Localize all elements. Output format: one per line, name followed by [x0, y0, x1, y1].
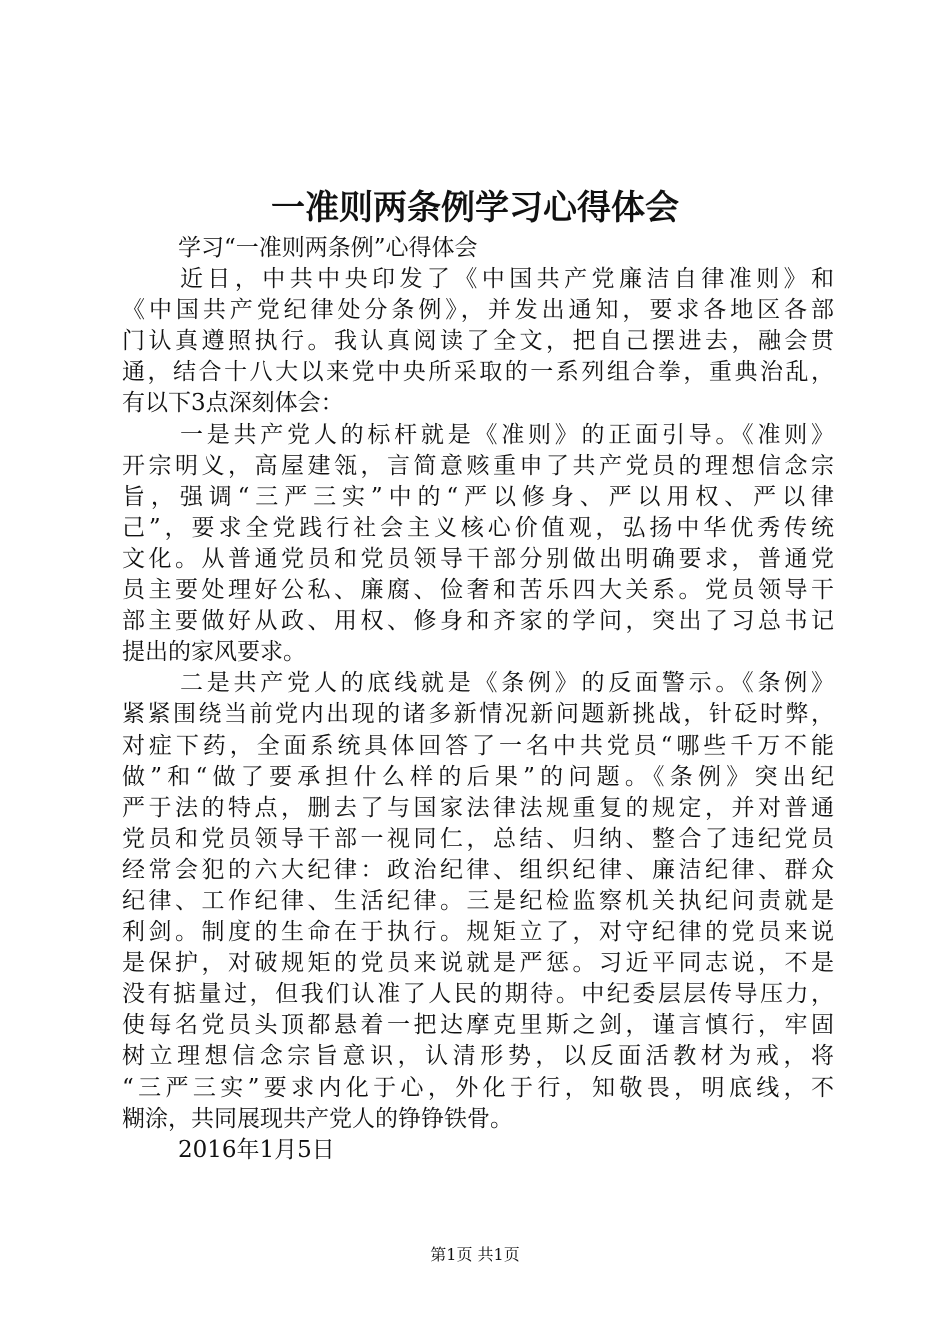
paragraph-line: 糊涂，共同展现共产党人的铮铮铁骨。	[122, 1105, 513, 1132]
paragraph-3	[122, 668, 834, 1134]
paragraph-1	[122, 264, 834, 419]
paragraph-line: “三严三实”要求内化于心，外化于行，知敬畏，明底线，不	[122, 1074, 834, 1101]
paragraph-line: 己”，要求全党践行社会主义核心价值观，弘扬中华优秀传统	[122, 514, 834, 541]
paragraph-line: 《中国共产党纪律处分条例》，并发出通知，要求各地区各部	[122, 297, 834, 324]
paragraph-line: 对症下药，全面系统具体回答了一名中共党员“哪些千万不能	[122, 732, 834, 759]
paragraph-line: 严于法的特点，删去了与国家法律法规重复的规定，并对普通	[122, 794, 834, 821]
paragraph-line: 使每名党员头顶都悬着一把达摩克里斯之剑，谨言慎行，牢固	[122, 1012, 834, 1039]
paragraph-line: 树立理想信念宗旨意识，认清形势，以反面活教材为戒，将	[122, 1043, 834, 1070]
document-title: 一准则两条例学习心得体会	[271, 188, 679, 228]
paragraph-line: 提出的家风要求。	[122, 639, 306, 666]
paragraph-line: 一是共产党人的标杆就是《准则》的正面引导。《准则》	[180, 421, 834, 448]
document-body	[122, 233, 834, 1166]
paragraph-line: 文化。从普通党员和党员领导干部分别做出明确要求，普通党	[122, 545, 834, 572]
paragraph-line: 有以下3点深刻体会：	[122, 390, 344, 417]
document-subtitle: 学习“一准则两条例”心得体会	[178, 235, 478, 261]
paragraph-line: 没有掂量过，但我们认准了人民的期待。中纪委层层传导压力，	[122, 981, 834, 1008]
paragraph-line: 经常会犯的六大纪律：政治纪律、组织纪律、廉洁纪律、群众	[122, 856, 834, 883]
paragraph-line: 部主要做好从政、用权、修身和齐家的学问，突出了习总书记	[122, 608, 834, 635]
page-number-footer: 第1页 共1页	[430, 1245, 520, 1264]
paragraph-line: 是保护，对破规矩的党员来说就是严惩。习近平同志说，不是	[122, 950, 834, 977]
paragraph-line: 员主要处理好公私、廉腐、俭奢和苦乐四大关系。党员领导干	[122, 577, 834, 604]
paragraph-line: 利剑。制度的生命在于执行。规矩立了，对守纪律的党员来说	[122, 919, 834, 946]
paragraph-line: 纪律、工作纪律、生活纪律。三是纪检监察机关执纪问责就是	[122, 887, 834, 914]
paragraph-line: 近日，中共中央印发了《中国共产党廉洁自律准则》和	[180, 266, 834, 293]
paragraph-line: 旨，强调“三严三实”中的“严以修身、严以用权、严以律	[122, 483, 834, 510]
paragraph-line: 党员和党员领导干部一视同仁，总结、归纳、整合了违纪党员	[122, 825, 834, 852]
paragraph-line: 做”和“做了要承担什么样的后果”的问题。《条例》突出纪	[122, 763, 834, 790]
paragraph-line: 二是共产党人的底线就是《条例》的反面警示。《条例》	[180, 670, 834, 697]
paragraph-line: 门认真遵照执行。我认真阅读了全文，把自己摆进去，融会贯	[122, 328, 834, 355]
paragraph-line: 紧紧围绕当前党内出现的诸多新情况新问题新挑战，针砭时弊，	[122, 701, 834, 728]
paragraph-line: 开宗明义，高屋建瓴，言简意赅重申了共产党员的理想信念宗	[122, 452, 834, 479]
document-date: 2016年1月5日	[178, 1136, 335, 1163]
paragraph-2	[122, 420, 834, 669]
paragraph-line: 通，结合十八大以来党中央所采取的一系列组合拳，重典治乱，	[122, 359, 834, 386]
